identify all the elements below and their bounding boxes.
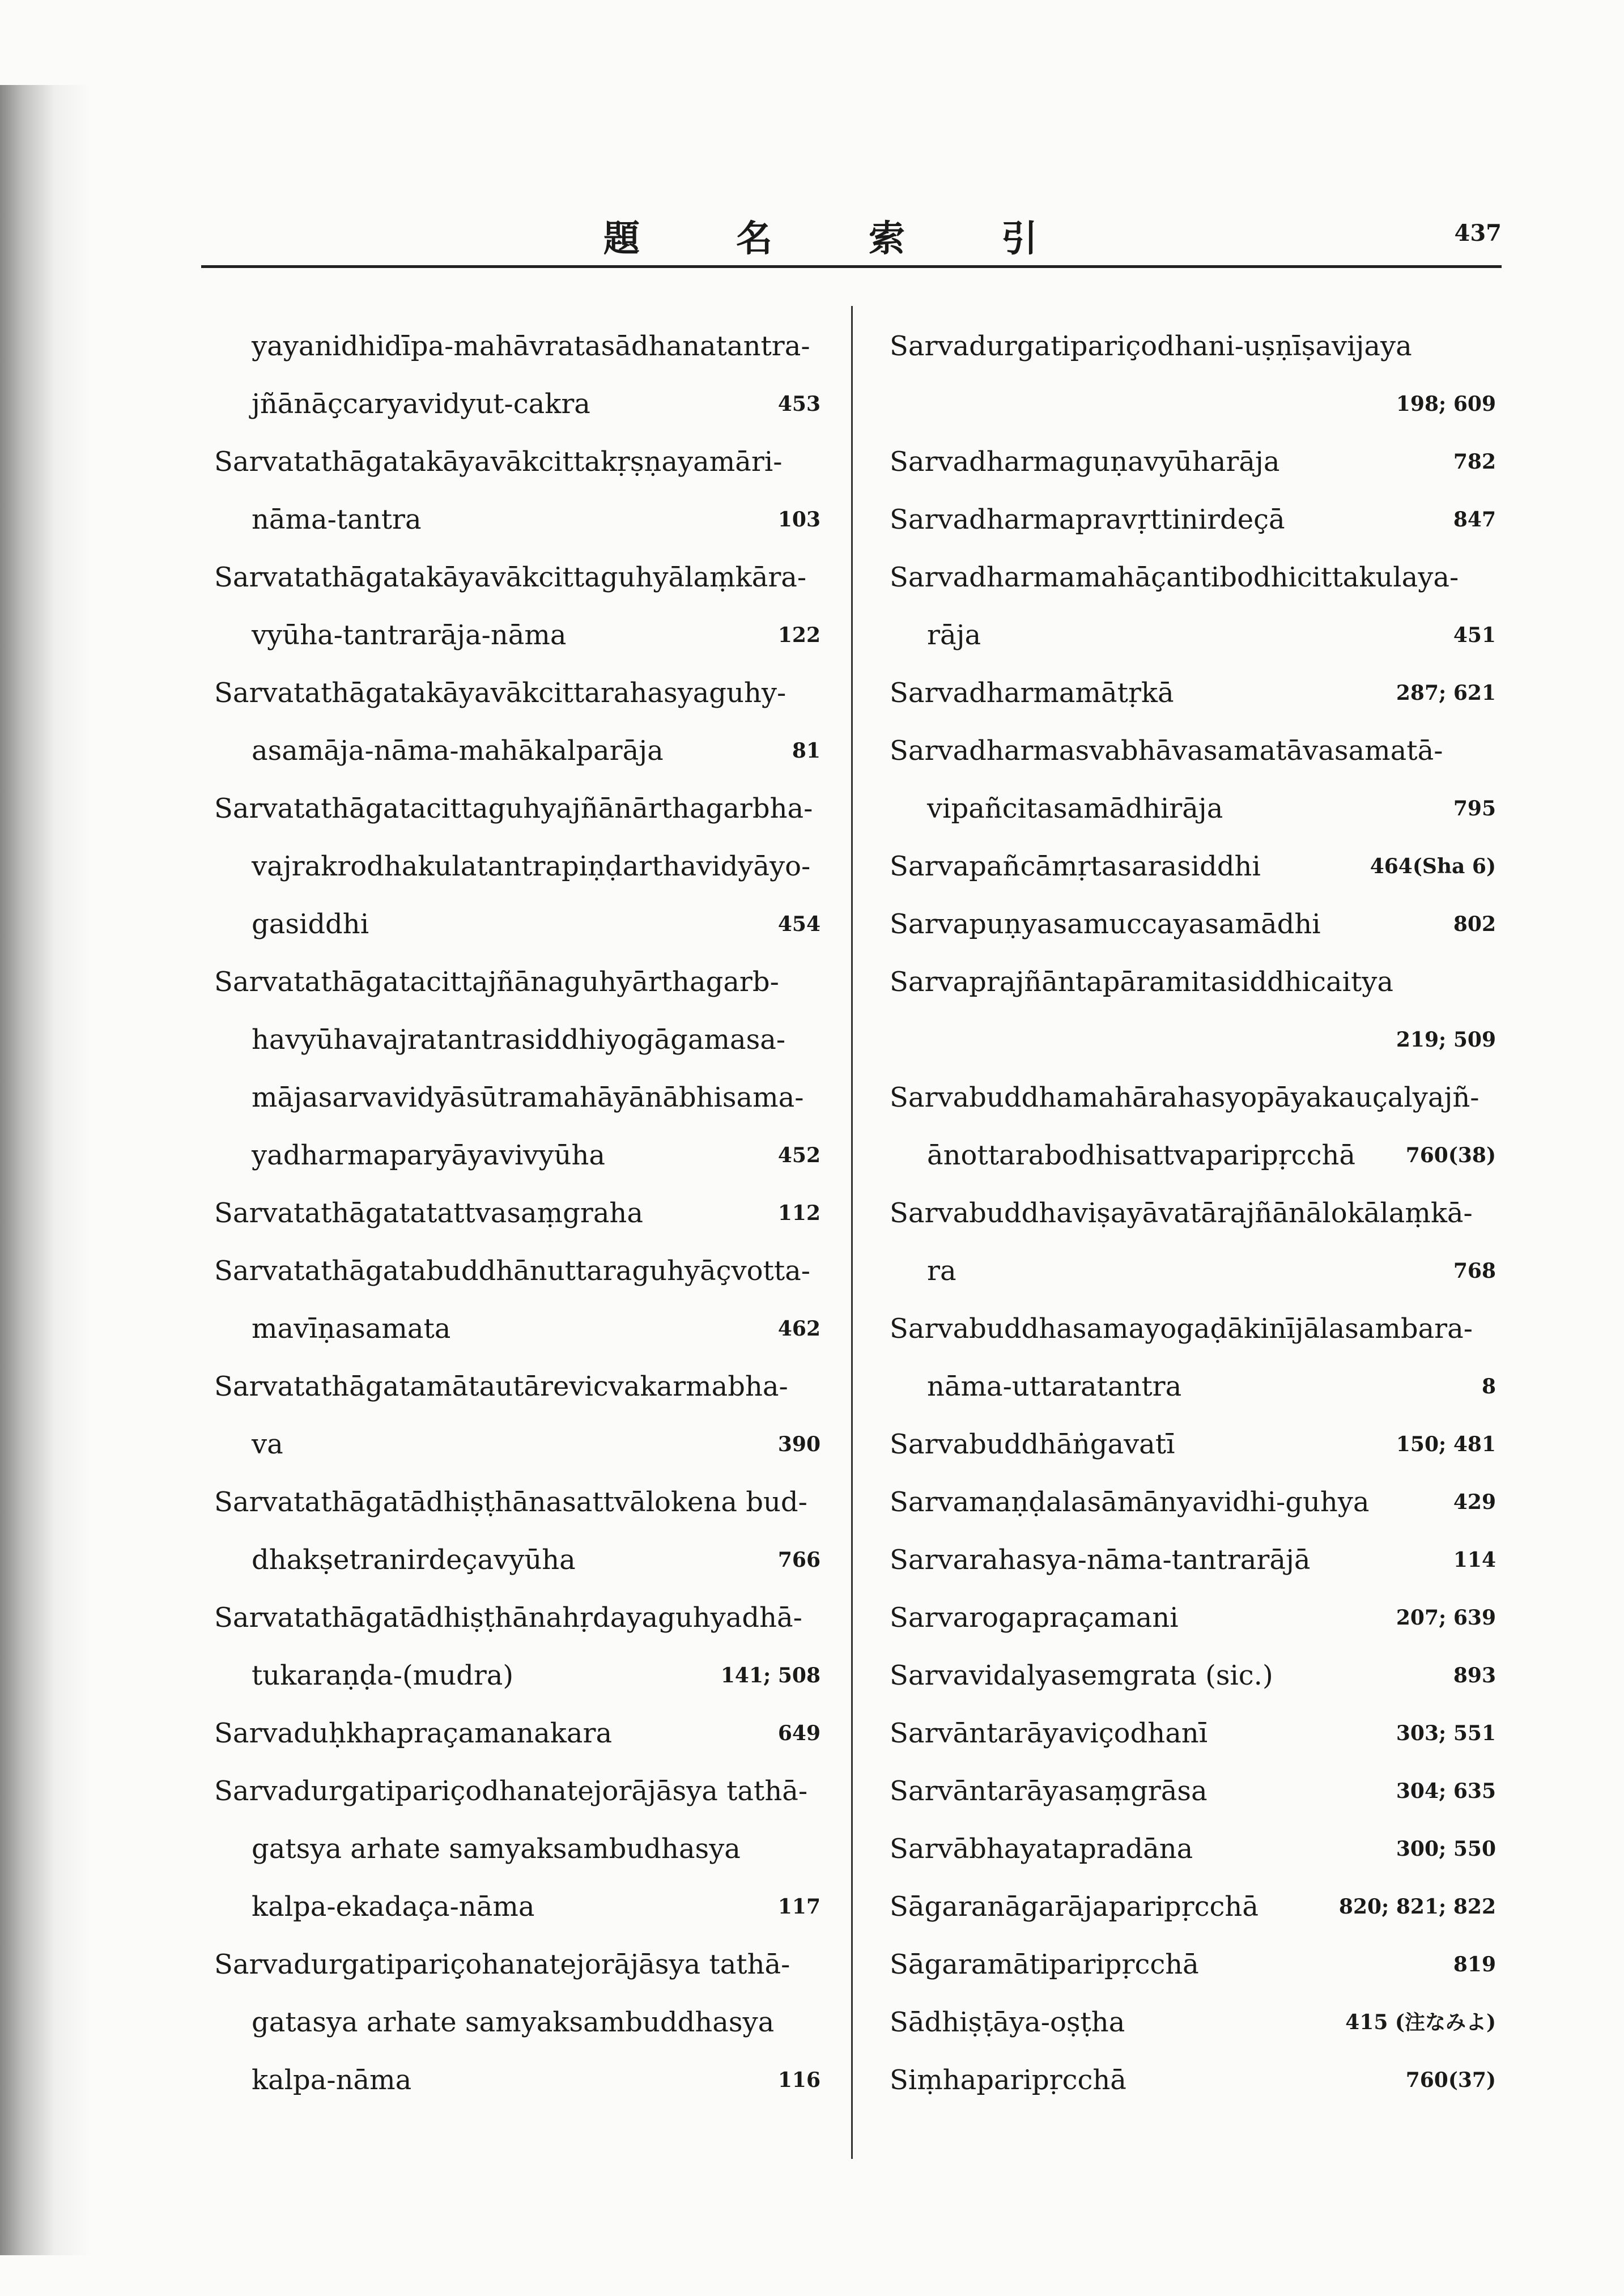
index-entry-row xyxy=(214,1126,820,1184)
index-entry-row xyxy=(890,433,1496,491)
entry-title: mājasarvavidyāsūtramahāyānābhisama- xyxy=(252,1082,804,1113)
entry-page-ref: 464(Sha 6) xyxy=(1370,854,1496,878)
index-entry-row xyxy=(890,1126,1496,1184)
entry-title: vipañcitasamādhirāja xyxy=(927,793,1223,824)
entry-page-ref: 451 xyxy=(1453,623,1496,647)
entry-page-ref: 287; 621 xyxy=(1396,681,1496,705)
entry-title: Sarvābhayatapradāna xyxy=(890,1833,1193,1865)
index-entry-row xyxy=(214,837,820,895)
index-entry-row xyxy=(890,317,1496,375)
entry-page-ref: 8 xyxy=(1481,1375,1496,1398)
index-entry-row xyxy=(890,1936,1496,1993)
entry-title: gatsya arhate samyaksambudhasya xyxy=(252,1833,741,1865)
index-entry-row xyxy=(214,780,820,837)
entry-page-ref: 795 xyxy=(1453,797,1496,820)
entry-title: asamāja-nāma-mahākalparāja xyxy=(252,735,664,767)
index-entry-row xyxy=(214,2051,820,2109)
entry-title: Sādhiṣṭāya-oṣṭha xyxy=(890,2006,1125,2038)
entry-title: gatasya arhate samyaksambuddhasya xyxy=(252,2006,775,2038)
entry-page-ref: 219; 509 xyxy=(1396,1028,1496,1052)
index-column-left xyxy=(214,317,820,2109)
entry-title: Sāgaranāgarājaparipṛcchā xyxy=(890,1891,1259,1923)
entry-title: Sarvadurgatipariçodhanatejorājāsya tathā- xyxy=(214,1775,808,1807)
entry-title: Sarvāntarāyasaṃgrāsa xyxy=(890,1775,1208,1807)
index-entry-row xyxy=(890,1242,1496,1300)
index-entry-row xyxy=(890,375,1496,433)
entry-title: Sarvadurgatipariçohanatejorājāsya tathā- xyxy=(214,1949,790,1980)
entry-page-ref: 112 xyxy=(777,1201,820,1225)
entry-title: Sarvabuddhāṅgavatī xyxy=(890,1428,1175,1460)
index-entry-row xyxy=(214,1531,820,1589)
entry-title: Sarvatathāgatabuddhānuttaraguhyāçvotta- xyxy=(214,1255,810,1287)
index-entry-row xyxy=(890,837,1496,895)
index-entry-row xyxy=(214,1300,820,1358)
index-column-right xyxy=(890,317,1496,2109)
index-entry-row xyxy=(214,895,820,953)
entry-title: Sarvavidalyasemgrata (sic.) xyxy=(890,1660,1273,1691)
entry-page-ref: 819 xyxy=(1453,1953,1496,1976)
page-title: 題名索引 xyxy=(603,218,1134,260)
entry-title: dhakṣetranirdeçavyūha xyxy=(252,1544,576,1576)
index-entry-row xyxy=(890,491,1496,549)
index-entry-row xyxy=(890,1589,1496,1647)
entry-title: Sarvatathāgatakāyavākcittaguhyālaṃkāra- xyxy=(214,562,807,593)
entry-title: Sarvamaṇḍalasāmānyavidhi-guhya xyxy=(890,1486,1370,1518)
index-entry-row xyxy=(890,1878,1496,1936)
index-entry-row xyxy=(214,317,820,375)
entry-title: Sarvabuddhamahārahasyopāyakauçalyajñ- xyxy=(890,1082,1480,1113)
entry-page-ref: 300; 550 xyxy=(1396,1837,1496,1861)
scan-shadow-edge xyxy=(0,85,91,2255)
index-entry-row xyxy=(214,1473,820,1531)
entry-title: Sarvaprajñāntapāramitasiddhicaitya xyxy=(890,966,1393,998)
index-entry-row xyxy=(214,1184,820,1242)
entry-title: Sarvadharmaguṇavyūharāja xyxy=(890,446,1280,478)
index-entry-row xyxy=(214,491,820,549)
entry-title: Sarvabuddhaviṣayāvatārajñānālokālaṃkā- xyxy=(890,1197,1473,1229)
entry-page-ref: 415 (注なみよ) xyxy=(1345,2010,1496,2034)
index-entry-row xyxy=(214,1011,820,1069)
entry-title: yadharmaparyāyavivyūha xyxy=(252,1140,605,1171)
entry-page-ref: 768 xyxy=(1453,1259,1496,1283)
entry-title: tukaraṇḍa-(mudra) xyxy=(252,1660,514,1691)
entry-title: kalpa-nāma xyxy=(252,2064,412,2096)
entry-title: Sāgaramātiparipṛcchā xyxy=(890,1949,1199,1980)
entry-title: Sarvāntarāyaviçodhanī xyxy=(890,1717,1208,1749)
index-entry-row xyxy=(890,1415,1496,1473)
index-entry-row xyxy=(890,549,1496,606)
entry-page-ref: 649 xyxy=(777,1721,820,1745)
entry-title: Sarvapañcāmṛtasarasiddhi xyxy=(890,851,1261,882)
index-entry-row xyxy=(890,1011,1496,1069)
entry-title: Sarvaduḥkhapraçamanakara xyxy=(214,1717,613,1749)
entry-title: vyūha-tantrarāja-nāma xyxy=(252,619,567,651)
index-entry-row xyxy=(890,1300,1496,1358)
index-entry-row xyxy=(214,722,820,780)
index-entry-row xyxy=(214,1878,820,1936)
index-entry-row xyxy=(214,1647,820,1704)
page-number: 437 xyxy=(1454,220,1502,246)
entry-page-ref: 116 xyxy=(777,2068,820,2092)
entry-page-ref: 303; 551 xyxy=(1396,1721,1496,1745)
entry-title: Sarvatathāgatakāyavākcittarahasyaguhy- xyxy=(214,677,787,709)
entry-title: Sarvarahasya-nāma-tantrarājā xyxy=(890,1544,1311,1576)
entry-title: Sarvatathāgatādhiṣṭhānasattvālokena bud- xyxy=(214,1486,807,1518)
entry-title: Sarvadharmapravṛttinirdeçā xyxy=(890,504,1285,535)
entry-title: Sarvatathāgatatattvasaṃgraha xyxy=(214,1197,643,1229)
entry-title: Sarvatathāgatakāyavākcittakṛṣṇayamāri- xyxy=(214,446,783,478)
entry-page-ref: 893 xyxy=(1453,1664,1496,1687)
entry-page-ref: 820; 821; 822 xyxy=(1338,1895,1496,1919)
entry-title: Siṃhaparipṛcchā xyxy=(890,2064,1126,2096)
index-entry-row xyxy=(214,1415,820,1473)
index-entry-row xyxy=(890,606,1496,664)
entry-title: ra xyxy=(927,1255,956,1287)
entry-title: nāma-tantra xyxy=(252,504,422,535)
entry-page-ref: 462 xyxy=(777,1317,820,1341)
index-entry-row xyxy=(890,1531,1496,1589)
entry-page-ref: 802 xyxy=(1453,912,1496,936)
index-entry-row xyxy=(214,1589,820,1647)
index-entry-row xyxy=(214,664,820,722)
entry-title: havyūhavajratantrasiddhiyogāgamasa- xyxy=(252,1024,786,1056)
entry-title: Sarvadharmamātṛkā xyxy=(890,677,1174,709)
entry-page-ref: 782 xyxy=(1453,450,1496,474)
entry-title: nāma-uttaratantra xyxy=(927,1371,1182,1402)
entry-title: rāja xyxy=(927,619,981,651)
index-entry-row xyxy=(890,722,1496,780)
entry-title: vajrakrodhakulatantrapiṇḍarthavidyāyo- xyxy=(252,851,811,882)
entry-page-ref: 453 xyxy=(777,392,820,416)
index-entry-row xyxy=(890,1473,1496,1531)
entry-title: va xyxy=(252,1428,283,1460)
entry-page-ref: 760(37) xyxy=(1405,2068,1496,2092)
index-entry-row xyxy=(890,895,1496,953)
entry-page-ref: 141; 508 xyxy=(720,1664,820,1687)
header-rule xyxy=(201,265,1502,268)
index-entry-row xyxy=(214,1069,820,1126)
entry-page-ref: 150; 481 xyxy=(1396,1432,1496,1456)
entry-title: ānottarabodhisattvaparipṛcchā xyxy=(927,1140,1355,1171)
page-header xyxy=(201,204,1502,266)
index-entry-row xyxy=(214,433,820,491)
index-entry-row xyxy=(890,1704,1496,1762)
entry-title: Sarvatathāgatādhiṣṭhānahṛdayaguhyadhā- xyxy=(214,1602,802,1634)
entry-page-ref: 452 xyxy=(777,1143,820,1167)
entry-page-ref: 390 xyxy=(777,1432,820,1456)
entry-title: Sarvadharmasvabhāvasamatāvasamatā- xyxy=(890,735,1443,767)
entry-title: Sarvarogapraçamani xyxy=(890,1602,1179,1634)
entry-page-ref: 760(38) xyxy=(1405,1143,1496,1167)
index-entry-row xyxy=(214,1936,820,1993)
index-entry-row xyxy=(214,1820,820,1878)
entry-page-ref: 847 xyxy=(1453,508,1496,532)
index-entry-row xyxy=(890,1069,1496,1126)
index-entry-row xyxy=(890,1820,1496,1878)
index-entry-row xyxy=(214,1704,820,1762)
index-entry-row xyxy=(890,780,1496,837)
entry-page-ref: 304; 635 xyxy=(1396,1779,1496,1803)
entry-page-ref: 81 xyxy=(792,739,820,763)
entry-page-ref: 429 xyxy=(1453,1490,1496,1514)
index-entry-row xyxy=(214,375,820,433)
index-entry-row xyxy=(890,1358,1496,1415)
entry-title: jñānāçcaryavidyut-cakra xyxy=(252,388,590,420)
entry-page-ref: 766 xyxy=(777,1548,820,1572)
index-entry-row xyxy=(214,1242,820,1300)
entry-title: Sarvatathāgatamātautārevicvakarmabha- xyxy=(214,1371,788,1402)
entry-page-ref: 103 xyxy=(777,508,820,532)
entry-page-ref: 198; 609 xyxy=(1396,392,1496,416)
index-entry-row xyxy=(214,1762,820,1820)
index-entry-row xyxy=(214,606,820,664)
index-entry-row xyxy=(214,1993,820,2051)
entry-page-ref: 114 xyxy=(1453,1548,1496,1572)
index-entry-row xyxy=(890,1762,1496,1820)
index-entry-row xyxy=(890,1993,1496,2051)
entry-page-ref: 117 xyxy=(777,1895,820,1919)
entry-title: Sarvatathāgatacittajñānaguhyārthagarb- xyxy=(214,966,779,998)
entry-title: Sarvapuṇyasamuccayasamādhi xyxy=(890,908,1321,940)
index-entry-row xyxy=(214,953,820,1011)
entry-title: Sarvabuddhasamayogaḍākinījālasambara- xyxy=(890,1313,1473,1345)
entry-page-ref: 122 xyxy=(777,623,820,647)
column-divider xyxy=(851,306,853,2159)
entry-title: Sarvadurgatipariçodhani-uṣṇīṣavijaya xyxy=(890,330,1412,362)
index-entry-row xyxy=(890,664,1496,722)
index-entry-row xyxy=(890,1184,1496,1242)
index-entry-row xyxy=(890,2051,1496,2109)
index-entry-row xyxy=(214,1358,820,1415)
entry-page-ref: 454 xyxy=(777,912,820,936)
index-entry-row xyxy=(890,953,1496,1011)
entry-title: mavīṇasamata xyxy=(252,1313,451,1345)
entry-title: gasiddhi xyxy=(252,908,369,940)
index-entry-row xyxy=(214,549,820,606)
entry-title: yayanidhidīpa-mahāvratasādhanatantra- xyxy=(252,330,810,362)
entry-title: Sarvadharmamahāçantibodhicittakulaya- xyxy=(890,562,1459,593)
entry-title: kalpa-ekadaça-nāma xyxy=(252,1891,535,1923)
entry-title: Sarvatathāgatacittaguhyajñānārthagarbha- xyxy=(214,793,813,824)
index-entry-row xyxy=(890,1647,1496,1704)
entry-page-ref: 207; 639 xyxy=(1396,1606,1496,1630)
